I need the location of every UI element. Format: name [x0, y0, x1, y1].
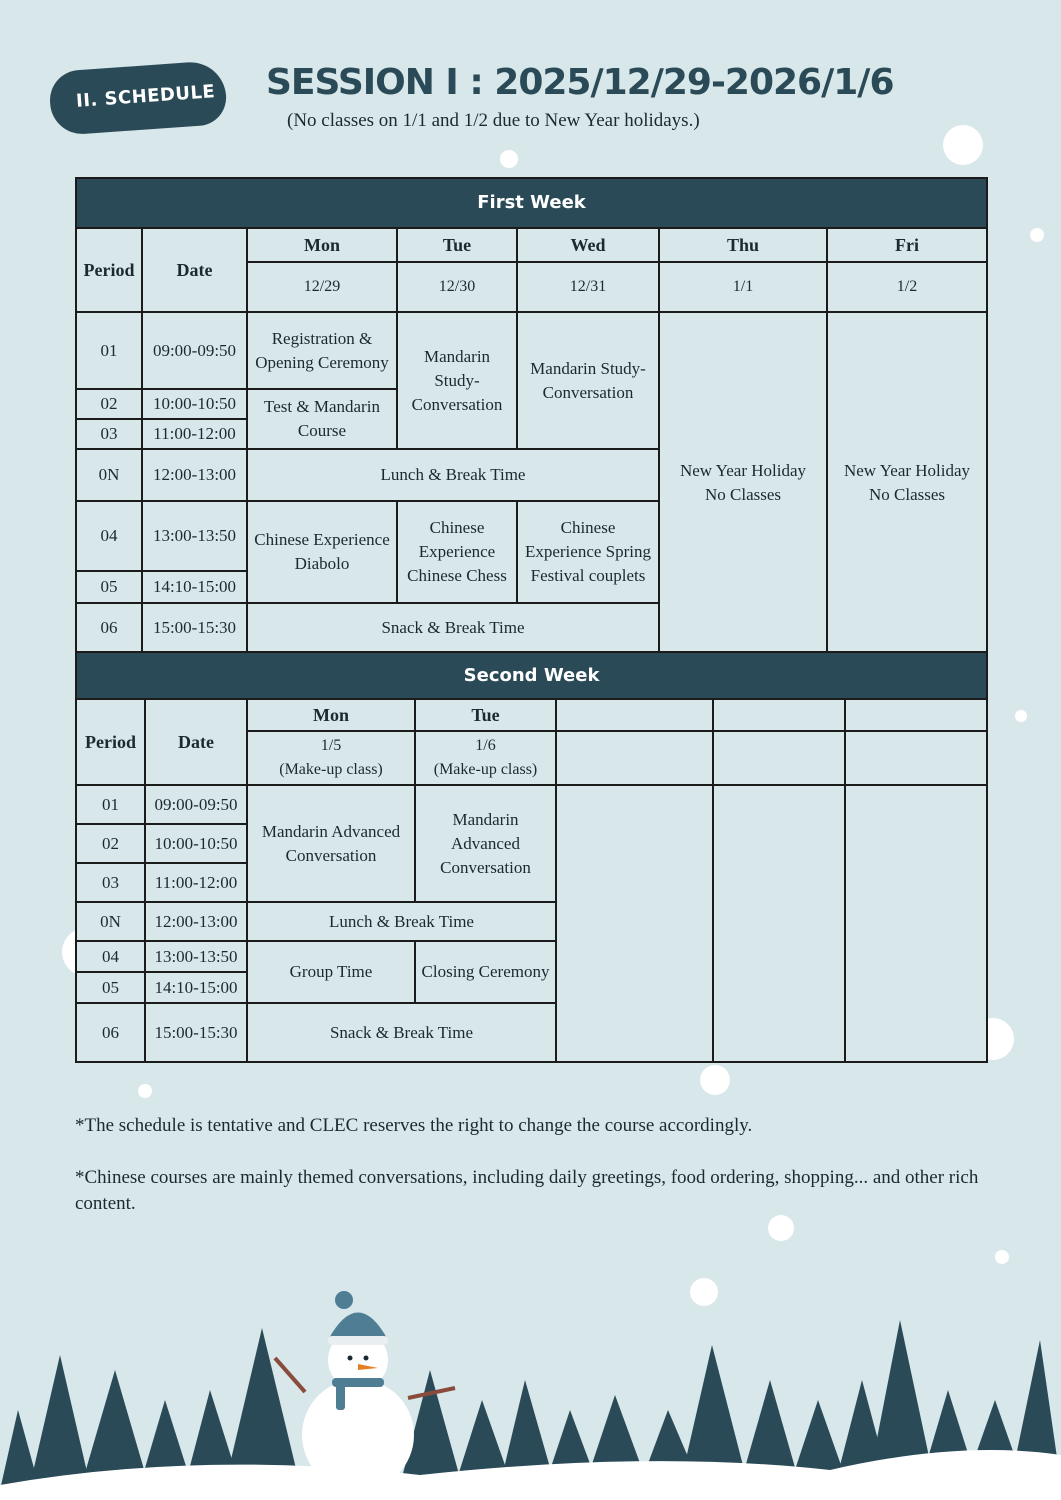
time-cell: 10:00-10:50 [145, 824, 247, 863]
time-cell: 13:00-13:50 [145, 941, 247, 972]
first-week-table [75, 177, 988, 654]
tue-morning-cell: Mandarin Advanced Conversation [415, 785, 556, 902]
day-tue: Tue [415, 699, 556, 731]
time-cell: 15:00-15:30 [142, 603, 247, 653]
page-subtitle: (No classes on 1/1 and 1/2 due to New Year holidays.) [287, 110, 700, 131]
snack-break-cell: Snack & Break Time [247, 1003, 556, 1062]
snowflake [768, 1215, 794, 1241]
date-wed: 12/31 [517, 262, 659, 312]
tue-morning-cell: Mandarin Study-Conversation [397, 312, 517, 449]
time-cell: 15:00-15:30 [145, 1003, 247, 1062]
date-header: Date [142, 228, 247, 312]
mon-afternoon-cell: Group Time [247, 941, 415, 1003]
time-cell: 09:00-09:50 [145, 785, 247, 824]
day-wed: Wed [517, 228, 659, 262]
day-mon: Mon [247, 228, 397, 262]
period-cell: 05 [76, 571, 142, 603]
thu-holiday-cell [659, 312, 827, 653]
empty-cell [556, 699, 713, 731]
holiday-line: New Year Holiday [679, 460, 807, 480]
mon-registration-cell: Registration & Opening Ceremony [247, 312, 397, 389]
snowflake [1030, 228, 1044, 242]
section-badge-label: II. SCHEDULE [75, 81, 216, 112]
time-cell: 09:00-09:50 [142, 312, 247, 389]
empty-cell [556, 785, 713, 1062]
wed-afternoon-cell: Chinese Experience Spring Festival couplets [517, 501, 659, 603]
day-tue: Tue [397, 228, 517, 262]
snowflake [138, 1084, 152, 1098]
period-cell: 06 [76, 1003, 145, 1062]
makeup-label: (Make-up class) [279, 761, 383, 778]
empty-cell [845, 699, 987, 731]
time-cell: 14:10-15:00 [142, 571, 247, 603]
page-title: SESSION I : 2025/12/29-2026/1/6 [266, 62, 894, 103]
tue-afternoon-cell: Closing Ceremony [415, 941, 556, 1003]
empty-cell [713, 785, 845, 1062]
period-cell: 04 [76, 501, 142, 571]
tue-afternoon-cell: Chinese Experience Chinese Chess [397, 501, 517, 603]
empty-cell [556, 731, 713, 785]
snowflake [1015, 710, 1027, 722]
period-header: Period [76, 699, 145, 785]
empty-cell [845, 785, 987, 1062]
period-cell: 01 [76, 785, 145, 824]
mon-morning-cell: Mandarin Advanced Conversation [247, 785, 415, 902]
note-courses: *Chinese courses are mainly themed conversations, including daily greetings, food ordering, shopping... and other rich content. [75, 1167, 979, 1214]
date-header: Date [145, 699, 247, 785]
time-cell: 14:10-15:00 [145, 972, 247, 1003]
date-tue [415, 731, 556, 785]
period-cell: 03 [76, 419, 142, 449]
snowflake [995, 1250, 1009, 1264]
winter-scene-illustration [0, 1280, 1061, 1500]
time-cell: 12:00-13:00 [145, 902, 247, 941]
snowflake [943, 125, 983, 165]
time-cell: 11:00-12:00 [142, 419, 247, 449]
date-value: 1/6 [475, 737, 496, 754]
empty-cell [713, 699, 845, 731]
second-week-table [75, 651, 988, 1063]
period-cell: 01 [76, 312, 142, 389]
time-cell: 11:00-12:00 [145, 863, 247, 902]
second-week-title: Second Week [76, 652, 987, 699]
day-mon: Mon [247, 699, 415, 731]
time-cell: 12:00-13:00 [142, 449, 247, 501]
first-week-title: First Week [76, 178, 987, 228]
date-mon [247, 731, 415, 785]
day-thu: Thu [659, 228, 827, 262]
period-cell: 02 [76, 389, 142, 419]
fri-holiday-cell [827, 312, 987, 653]
date-tue: 12/30 [397, 262, 517, 312]
lunch-break-cell: Lunch & Break Time [247, 449, 659, 501]
wed-morning-cell: Mandarin Study-Conversation [517, 312, 659, 449]
period-cell: 0N [76, 902, 145, 941]
date-mon: 12/29 [247, 262, 397, 312]
snowflake [700, 1065, 730, 1095]
mon-afternoon-cell: Chinese Experience Diabolo [247, 501, 397, 603]
holiday-line: No Classes [869, 484, 946, 504]
date-value: 1/5 [320, 737, 342, 754]
period-cell: 05 [76, 972, 145, 1003]
time-cell: 10:00-10:50 [142, 389, 247, 419]
date-fri: 1/2 [827, 262, 987, 312]
snowflake [500, 150, 518, 168]
period-cell: 0N [76, 449, 142, 501]
holiday-line: New Year Holiday [843, 460, 971, 480]
period-cell: 04 [76, 941, 145, 972]
period-cell: 06 [76, 603, 142, 653]
lunch-break-cell: Lunch & Break Time [247, 902, 556, 941]
day-fri: Fri [827, 228, 987, 262]
period-cell: 03 [76, 863, 145, 902]
note-tentative: *The schedule is tentative and CLEC reserves the right to change the course accordingly. [75, 1115, 753, 1136]
empty-cell [845, 731, 987, 785]
date-thu: 1/1 [659, 262, 827, 312]
period-cell: 02 [76, 824, 145, 863]
empty-cell [713, 731, 845, 785]
snack-break-cell: Snack & Break Time [247, 603, 659, 653]
time-cell: 13:00-13:50 [142, 501, 247, 571]
makeup-label: (Make-up class) [433, 761, 538, 778]
period-header: Period [76, 228, 142, 312]
mon-test-cell: Test & Mandarin Course [247, 389, 397, 449]
holiday-line: No Classes [704, 484, 782, 504]
